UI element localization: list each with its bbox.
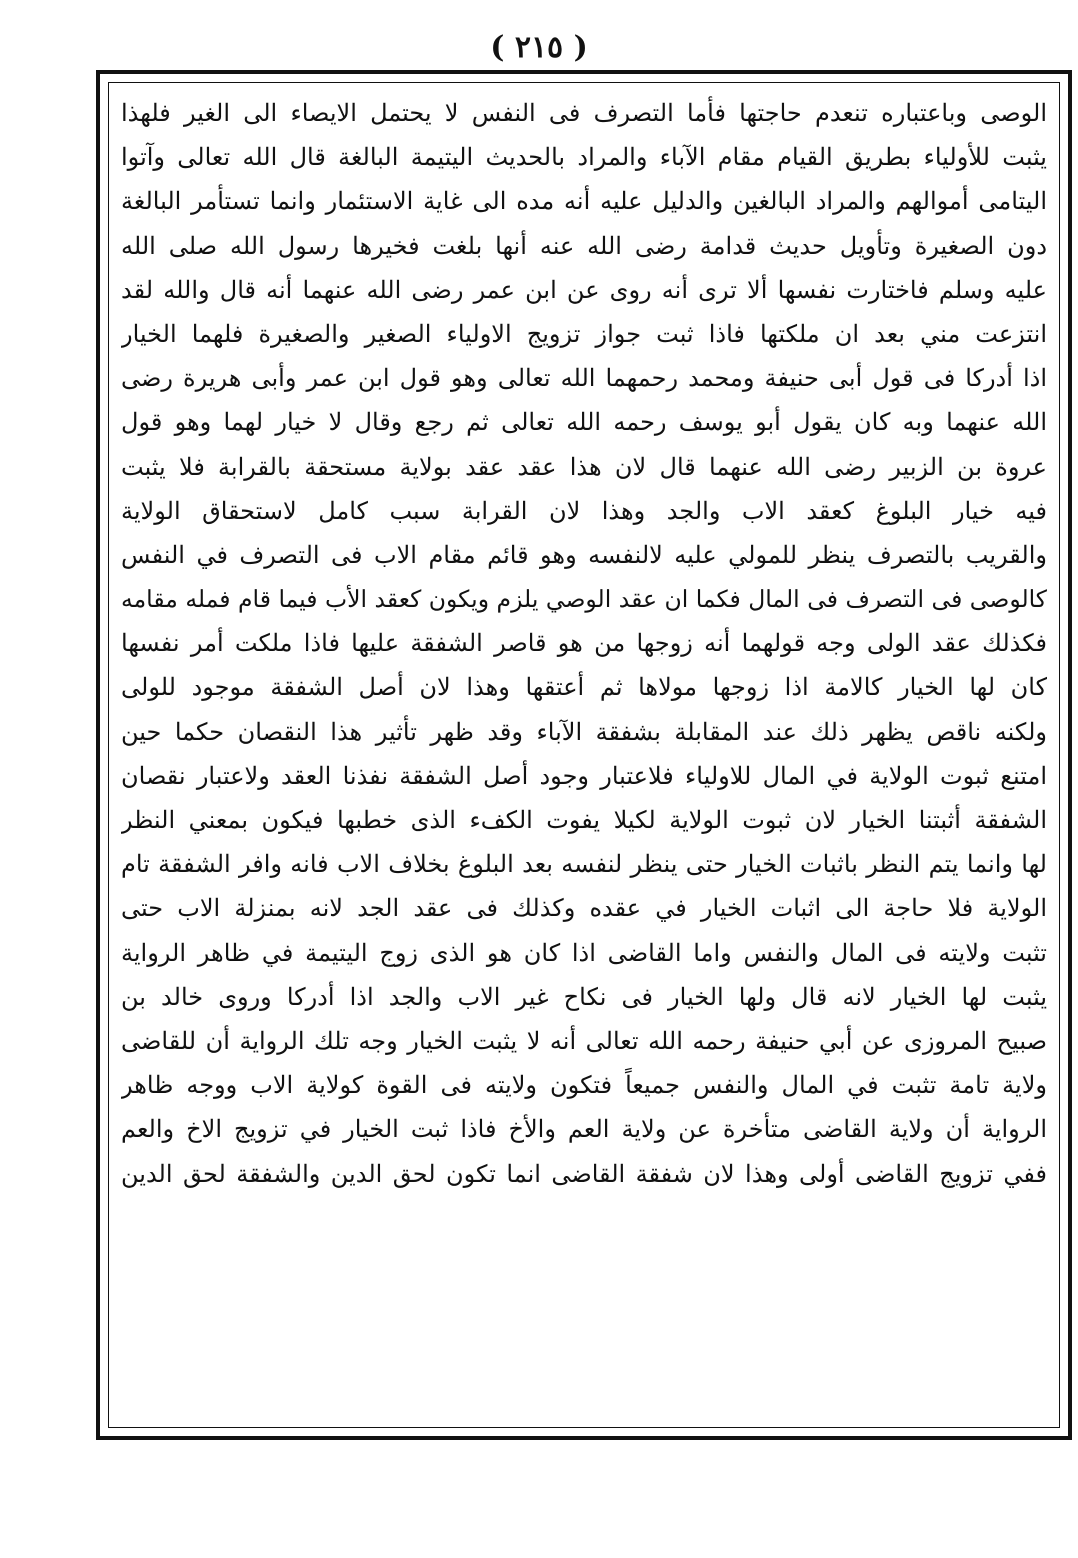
- text-line: كالوصى فى التصرف فى المال فكما ان عقد الوصي يلزم ويكون كعقد الأب فيما قام فمله مقامه: [121, 585, 1047, 614]
- text-line: الله عنهما وبه كان يقول أبو يوسف رحمه الله تعالى ثم رجع وقال لا خيار لهما وهو قول: [121, 408, 1047, 437]
- text-line: يثبت للأولياء بطريق القيام مقام الآباء والمراد بالحديث اليتيمة البالغة قال الله تعالى وآتوا: [121, 143, 1047, 172]
- text-line: تثبت ولايته فى المال والنفس واما القاضى اذا كان هو الذى زوج اليتيمة في ظاهر الرواية: [121, 938, 1047, 967]
- text-line: ولاية تامة تثبت في المال والنفس جميعاً فتكون ولايته فى القوة كولاية الاب ووجه ظاهر: [121, 1071, 1047, 1100]
- text-line: الرواية أن ولاية القاضى متأخرة عن ولاية العم والأخ فاذا ثبت الخيار في تزويج الاخ والعم: [121, 1115, 1047, 1144]
- text-line: دون الصغيرة وتأويل حديث قدامة رضى الله عنه أنها بلغت فخيرها رسول الله صلى الله: [121, 231, 1047, 260]
- page-number: ( ٢١٥ ): [490, 30, 588, 65]
- text-line: لها وانما يتم النظر باثبات الخيار حتى ينظر لنفسه بعد البلوغ بخلاف الاب فانه وافر الشفقة تام: [121, 850, 1047, 879]
- text-line: ولكنه ناقص يظهر ذلك عند المقابلة بشفقة الآباء وقد ظهر تأثير هذا النقصان حكما حين: [121, 717, 1047, 746]
- text-line: فيه خيار البلوغ كعقد الاب والجد وهذا لان القرابة سبب كامل لاستحقاق الولاية: [121, 496, 1047, 525]
- text-line: ففي تزويج القاضى أولى وهذا لان شفقة القاضى انما تكون لحق الدين والشفقة لحق الدين: [121, 1159, 1047, 1188]
- text-line: عليه وسلم فاختارت نفسها ألا ترى أنه روى عن ابن عمر رضى الله عنهما أنه قال والله لقد: [121, 275, 1047, 304]
- text-line: اذا أدركا فى قول أبى حنيفة ومحمد رحمهما الله تعالى وهو قول ابن عمر وأبى هريرة رضى: [121, 364, 1047, 393]
- text-line: الشفقة أثبتنا الخيار لان ثبوت الولاية لكيلا يفوت الكفء الذى خطبها فيكون بمعني النظر: [121, 806, 1047, 834]
- text-line: يثبت لها الخيار لانه قال ولها الخيار فى نكاح غير الاب والجد اذا أدركا وروى خالد بن: [121, 982, 1047, 1011]
- text-line: الوصى وباعتباره تنعدم حاجتها فأما التصرف فى النفس لا يحتمل الايصاء الى الغير فلهذا: [121, 99, 1047, 127]
- text-line: والقريب بالتصرف ينظر للمولي عليه لالنفسه وهو قائم مقام الاب فى التصرف في النفس: [121, 540, 1047, 569]
- text-line: اليتامى أموالهم والمراد البالغين والدليل عليه أنه مده الى غاية الاستئمار وانما تستأمر البالغة: [121, 187, 1047, 216]
- text-line: انتزعت مني بعد ان ملكتها فاذا ثبت جواز تزويج الاولياء الصغير والصغيرة فلهما الخيار: [121, 319, 1047, 348]
- page-border-inner: [108, 82, 1060, 1428]
- text-line: الولاية فلا حاجة الى اثبات الخيار في عقده وكذلك فى عقد الجد لانه بمنزلة الاب حتى: [121, 894, 1047, 923]
- text-line: صبيح المروزى عن أبي حنيفة رحمه الله تعالى أنه لا يثبت الخيار وجه تلك الرواية أن للقاضى: [121, 1026, 1047, 1055]
- body-text: [121, 91, 1047, 1196]
- text-line: امتنع ثبوت الولاية في المال للاولياء فلاعتبار وجود أصل الشفقة نفذنا العقد ولاعتبار نقصان: [121, 761, 1047, 790]
- text-line: فكذلك عقد الولى وجه قولهما أنه زوجها من هو قاصر الشفقة عليها فاذا ملكت أمر نفسها: [121, 629, 1047, 658]
- page-border: [96, 70, 1072, 1440]
- text-line: عروة بن الزبير رضى الله عنهما قال لان هذا عقد عقد بولاية مستحقة بالقرابة فلا يثبت: [121, 452, 1047, 481]
- text-line: كان لها الخيار كالامة اذا زوجها مولاها ثم أعتقها وهذا لان أصل الشفقة موجود للولى: [121, 673, 1047, 702]
